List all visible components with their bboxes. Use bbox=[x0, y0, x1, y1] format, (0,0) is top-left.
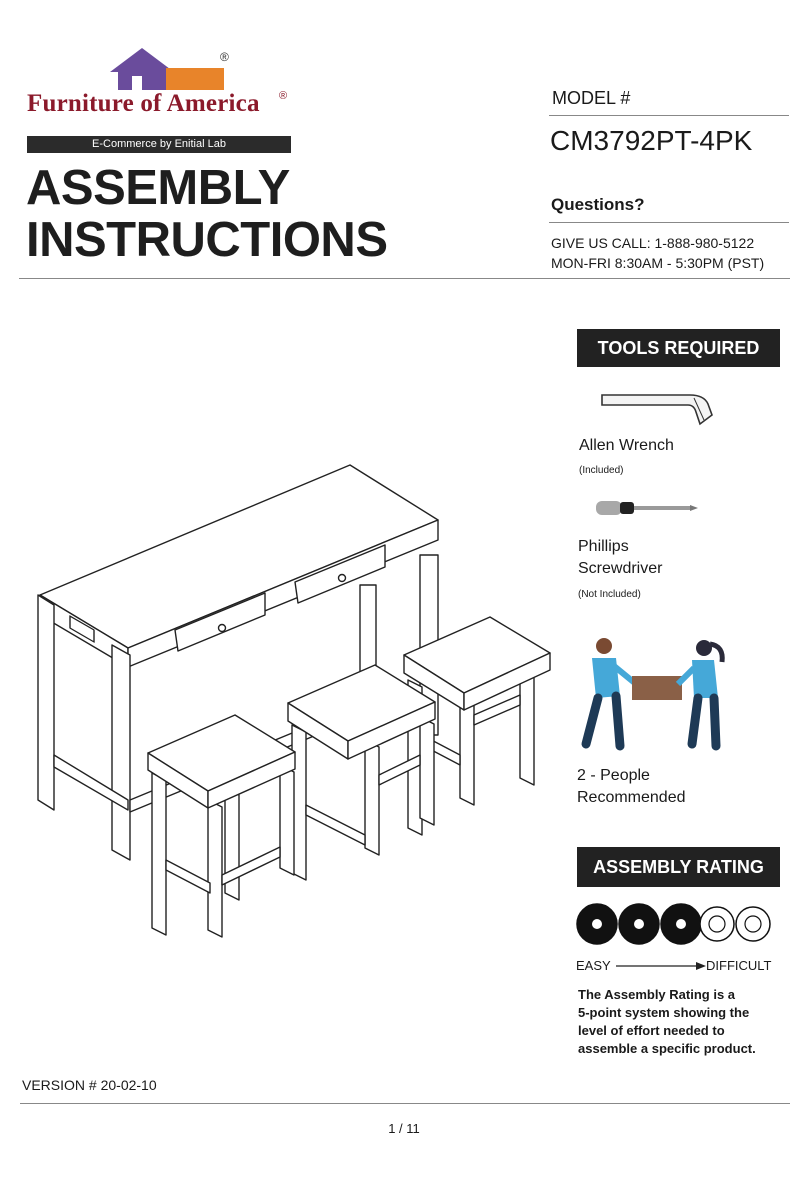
rating-dots bbox=[575, 902, 780, 946]
version-label: VERSION # 20-02-10 bbox=[22, 1077, 157, 1093]
allen-wrench-icon bbox=[600, 390, 715, 430]
brand-house-logo bbox=[108, 46, 238, 94]
title-line-1: ASSEMBLY bbox=[26, 161, 290, 215]
tool-name-line-2: Screwdriver bbox=[578, 560, 663, 577]
rating-dot-filled bbox=[661, 904, 701, 944]
document-title bbox=[26, 162, 388, 266]
people-recommended-label: Recommended bbox=[577, 789, 686, 806]
brand-tagline: E-Commerce by Enitial Lab bbox=[27, 136, 291, 153]
people-count: 2 - People bbox=[577, 767, 650, 784]
stool bbox=[148, 715, 295, 937]
hours-line: MON-FRI 8:30AM - 5:30PM (PST) bbox=[551, 255, 765, 271]
brand-name: Furniture of America bbox=[27, 90, 260, 117]
rating-description bbox=[578, 986, 768, 1058]
easy-label: EASY bbox=[576, 958, 611, 973]
screwdriver-icon bbox=[594, 498, 700, 518]
model-number: CM3792PT-4PK bbox=[550, 125, 753, 156]
page-number: 1 / 11 bbox=[388, 1121, 420, 1136]
people-recommended bbox=[577, 765, 686, 809]
tool-note-not-included: (Not Included) bbox=[578, 589, 641, 600]
tool-name-line-1: Phillips bbox=[578, 538, 629, 555]
rating-dot-empty bbox=[700, 907, 734, 941]
rating-dot-filled bbox=[577, 904, 617, 944]
assembly-rating-heading: ASSEMBLY RATING bbox=[577, 847, 780, 887]
registered-mark-small: ® bbox=[279, 90, 288, 102]
tool-name-phillips-screwdriver bbox=[578, 536, 662, 580]
registered-mark: ® bbox=[220, 50, 229, 64]
tools-required-heading: TOOLS REQUIRED bbox=[577, 329, 780, 367]
rating-description-line: 5-point system showing the bbox=[578, 1005, 750, 1020]
rating-dot-filled bbox=[619, 904, 659, 944]
header-divider bbox=[19, 278, 790, 279]
tool-note-included: (Included) bbox=[579, 465, 624, 476]
phone-line: GIVE US CALL: 1-888-980-5122 bbox=[551, 235, 755, 251]
divider bbox=[549, 115, 789, 116]
rating-description-line: assemble a specific product. bbox=[578, 1041, 756, 1056]
table-and-stools-drawing bbox=[30, 455, 560, 945]
rating-description-line: The Assembly Rating is a bbox=[578, 987, 736, 1002]
rating-dot-empty bbox=[736, 907, 770, 941]
two-people-icon bbox=[574, 632, 734, 754]
title-line-2: INSTRUCTIONS bbox=[26, 213, 388, 267]
divider bbox=[549, 222, 789, 223]
questions-heading: Questions? bbox=[551, 195, 645, 214]
rating-description-line: level of effort needed to bbox=[578, 1023, 725, 1038]
arrow-right-icon bbox=[616, 961, 706, 971]
difficult-label: DIFFICULT bbox=[706, 958, 772, 973]
contact-info bbox=[551, 233, 764, 273]
footer-divider bbox=[20, 1103, 790, 1104]
model-label: MODEL # bbox=[552, 88, 631, 108]
tool-name-allen-wrench: Allen Wrench bbox=[579, 437, 674, 454]
